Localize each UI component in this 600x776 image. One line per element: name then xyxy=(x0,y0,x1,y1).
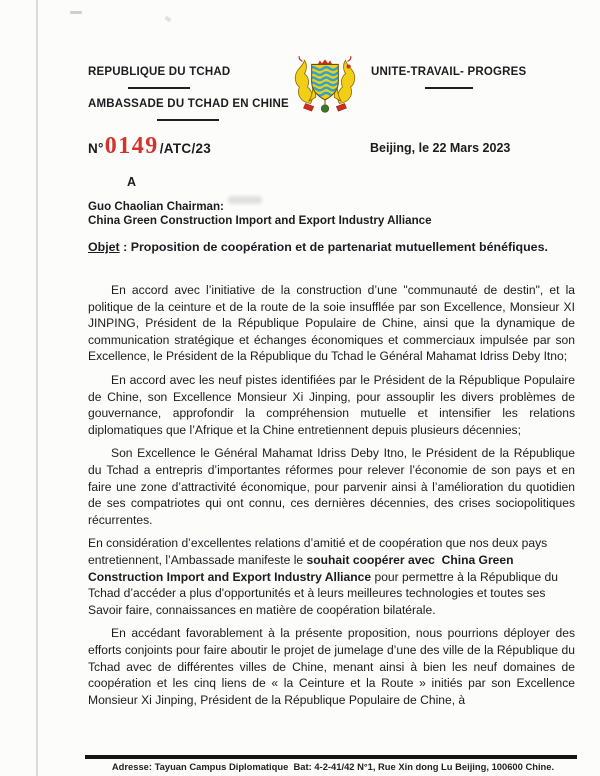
letter-paragraphs xyxy=(88,282,575,708)
letterhead-right xyxy=(371,66,526,98)
paragraph-segment: pour permettre à la République du Tchad d’accéder a plus d'opportunités et à leurs meilleures technologies et toutes ses Savoir faire, connaissances en matière de coopération bilatérale. xyxy=(88,569,559,617)
country-name: REPUBLIQUE DU TCHAD xyxy=(88,66,231,78)
paragraph xyxy=(88,445,575,528)
scan-artifact xyxy=(164,16,171,23)
scan-artifact xyxy=(70,11,82,14)
recipient-organization: China Green Construction Import and Export Industry Alliance xyxy=(88,214,432,228)
paragraph xyxy=(88,282,575,365)
subject-line xyxy=(88,240,556,256)
paragraph-segment: Son Excellence le Général Mahamat Idriss Deby Itno, le Président de la République du Tchad a entrepris d’importantes réformes pour relever l’économie de son pays et en faire une zone d’attractivité économique, pour parvenir ainsi à l’amélioration du quotidien de ses compatriotes qui ont connu, ces dernières décennies, des crises sociopolitiques récurrentes. xyxy=(88,446,575,527)
paragraph xyxy=(88,372,575,438)
subject-separator: : xyxy=(119,239,131,254)
national-motto: UNITE-TRAVAIL- PROGRES xyxy=(371,66,527,78)
footer-divider xyxy=(85,755,577,759)
reference-number xyxy=(88,134,211,158)
embassy-name: AMBASSADE DU TCHAD EN CHINE xyxy=(88,98,289,110)
reference-stamped-number: 0149 xyxy=(104,133,159,159)
letter-body xyxy=(88,170,575,754)
subject-text: Proposition de coopération et de partenariat mutuellement bénéfiques. xyxy=(130,239,548,254)
paragraph-segment: En accord avec les neuf pistes identifiées par le Président de la République Populaire de Chine, son Excellence Monsieur Xi Jinping, pour assouplir les divers problèmes de gouvernance, approfondir la compréhension mutuelle et intensifier les relations diplomatiques que l’Afrique et la Chine entretiennent depuis plusieurs décennies; xyxy=(88,373,575,437)
reference-prefix: N° xyxy=(88,141,104,156)
divider xyxy=(425,87,473,89)
divider xyxy=(157,119,219,121)
paragraph-segment: En accédant favorablement à la présente proposition, nous pourrions déployer des efforts conjoints pour faire aboutir le projet de jumelage d’une des ville de la République du Tchad avec de différentes villes de Chine, menant ainsi à bien les neuf domaines de coopération et les cinq liens de « la Ceinture et la Route » initiés par son Excellence Monsieur Xi Jinping, Président de la République Populaire de Chine, à xyxy=(88,626,575,707)
dateline: Beijing, le 22 Mars 2023 xyxy=(370,141,511,155)
letterhead-left xyxy=(88,66,289,130)
scan-edge-artifact xyxy=(36,0,38,776)
paragraph xyxy=(88,625,575,708)
salutation: A xyxy=(127,175,137,189)
paragraph xyxy=(88,535,575,618)
paragraph-bold-segment: souhait coopérer avec China Green Construction Import and Export Industry Alliance xyxy=(88,553,514,584)
footer-address: Adresse: Tayuan Campus Diplomatique Bat: 4-2-41/42 N°1, Rue Xin dong Lu Beijing, 100600 Chine. xyxy=(111,761,555,772)
paragraph-segment: En accord avec l’initiative de la construction d’une "communauté de destin", et la politique de la ceinture et de la route de la soie insufflée par son Excellence, Monsieur XI JINPING, Président de la République Populaire de Chine, ainsi que la dynamique de communication stratégique et échanges économiques et commerciaux impulsée par son Excellence, le Président de la République du Tchad le Général Mahamat Idriss Deby Itno; xyxy=(88,283,575,364)
recipient-name: Guo Chaolian Chairman: xyxy=(88,199,224,213)
paragraph-segment: En considération d’excellentes relations d’amitié et de coopération que nos deux pays entretiennent, l’Ambassade manifeste le xyxy=(88,536,548,567)
subject-label: Objet xyxy=(88,239,120,254)
chad-coat-of-arms-icon xyxy=(286,56,364,116)
reference-suffix: /ATC/23 xyxy=(159,141,212,156)
divider xyxy=(128,87,190,89)
